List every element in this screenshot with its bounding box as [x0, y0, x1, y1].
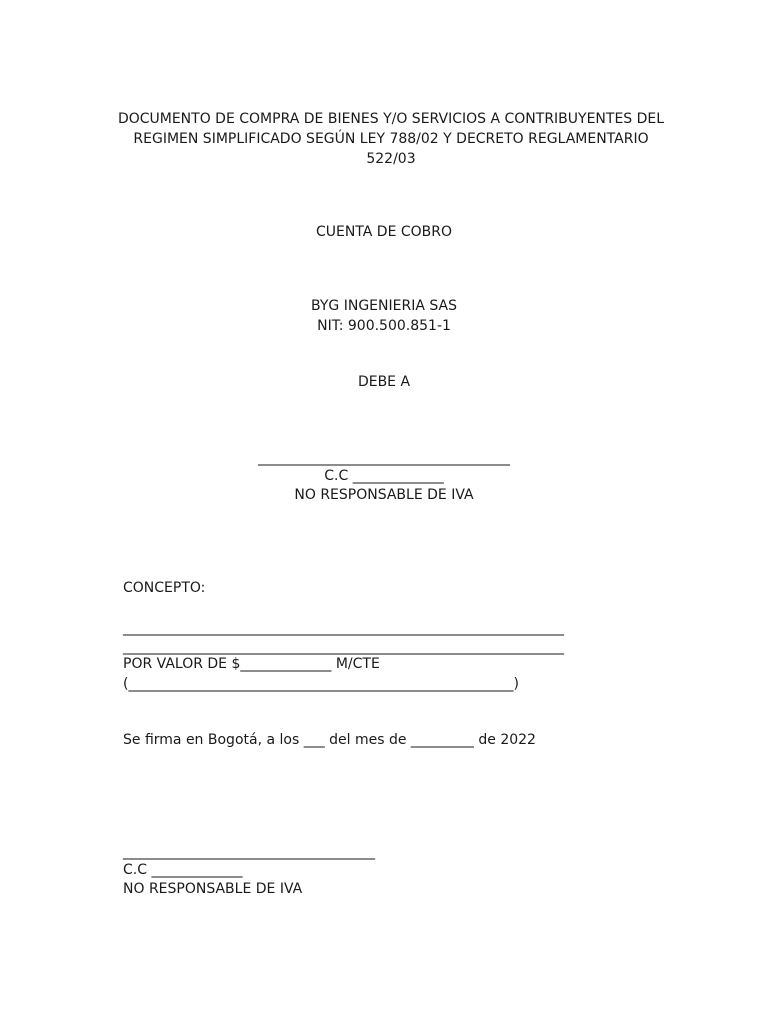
title-line-1: DOCUMENTO DE COMPRA DE BIENES Y/O SERVICIOS A CONTRIBUYENTES DEL: [117, 111, 665, 127]
title-line-3: 522/03: [366, 151, 416, 167]
debtor-label: DEBE A: [357, 374, 411, 390]
company-nit: NIT: 900.500.851-1: [317, 318, 451, 334]
creditor-name-line: ____________________________________: [258, 450, 510, 466]
concept-line-2: _______________________________________________________________: [123, 639, 564, 655]
company-name: BYG INGENIERIA SAS: [311, 298, 457, 314]
signature-name-line: ____________________________________: [123, 844, 375, 860]
concept-line-1: _______________________________________________________________: [123, 620, 564, 636]
document-type-heading: CUENTA DE COBRO: [315, 224, 453, 240]
concept-label: CONCEPTO:: [123, 580, 206, 596]
signature-cc-line: C.C _____________: [123, 862, 243, 878]
signature-place-date: Se firma en Bogotá, a los ___ del mes de _________ de 2022: [123, 732, 536, 748]
title-line-2: REGIMEN SIMPLIFICADO SEGÚN LEY 788/02 Y DECRETO REGLAMENTARIO: [133, 131, 649, 147]
signature-iva-status: NO RESPONSABLE DE IVA: [123, 881, 303, 897]
value-in-words-line: (_______________________________________________________): [123, 676, 519, 692]
creditor-iva-status: NO RESPONSABLE DE IVA: [294, 487, 474, 503]
document-title: [110, 109, 672, 169]
value-line: POR VALOR DE $_____________ M/CTE: [123, 656, 380, 672]
creditor-cc-line: C.C _____________: [324, 468, 444, 484]
